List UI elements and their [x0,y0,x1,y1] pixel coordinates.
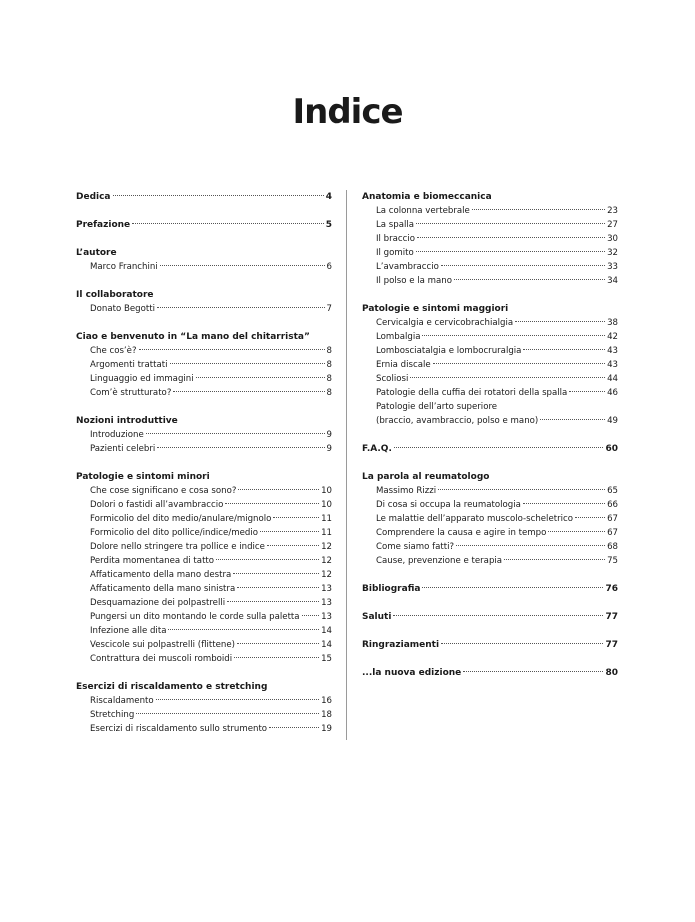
toc-page-number: 9 [326,444,332,454]
toc-entry-braccio-avambraccio-polso-e-mano [362,414,618,428]
toc-page-number: 10 [321,486,332,496]
toc-entry-che-cose-significano-e-cosa-sono [76,484,332,498]
toc-entry-label: Il gomito [376,248,414,258]
toc-entry-comprendere-la-causa-e-agire-in-tempo [362,526,618,540]
toc-entry-formicolio-del-dito-pollice-indice-medio [76,526,332,540]
toc-page-number: 67 [607,514,618,524]
dot-leader [438,489,605,490]
toc-page-number: 76 [605,584,618,594]
toc-entry-label: Contrattura dei muscoli romboidi [90,654,233,664]
toc-entry-le-malattie-dell-apparato-muscolo-scheletrico [362,512,618,526]
dot-leader [422,335,605,336]
dot-leader [267,545,319,546]
toc-entry-label: Prefazione [76,220,131,230]
toc-entry-label: Ernia discale [376,360,431,370]
toc-entry-label: Introduzione [90,430,144,440]
toc-entry-saluti [362,610,618,624]
toc-entry-prefazione [76,218,332,232]
toc-entry-label: L’avambraccio [376,262,439,272]
toc-page-number: 19 [321,724,332,734]
toc-page-number: 38 [607,318,618,328]
dot-leader [302,615,319,616]
toc-entry-label: (braccio, avambraccio, polso e mano) [376,416,539,426]
dot-leader [234,657,319,658]
toc-section [362,442,618,456]
toc-entry-label: Argomenti trattati [90,360,168,370]
toc-right-column [362,190,618,694]
toc-entry-label: Cause, prevenzione e terapia [376,556,503,566]
dot-leader [157,307,325,308]
toc-entry-come-siamo-fatti [362,540,618,554]
toc-entry-di-cosa-si-occupa-la-reumatologia [362,498,618,512]
toc-entry-label: Desquamazione dei polpastrelli [90,598,226,608]
dot-leader [416,251,605,252]
toc-entry-cervicalgia-e-cervicobrachialgia [362,316,618,330]
toc-entry-che-cos [76,344,332,358]
toc-entry-label: Perdita momentanea di tatto [90,556,215,566]
toc-page-number: 8 [326,360,332,370]
toc-page-number: 9 [326,430,332,440]
toc-entry-donato-begotti [76,302,332,316]
toc-entry-label: Comprendere la causa e agire in tempo [376,528,547,538]
toc-entry-argomenti-trattati [76,358,332,372]
toc-entry-patologie-della-cuffia-dei-rotatori-della-spalla [362,386,618,400]
toc-entry-formicolio-del-dito-medio-anulare-mignolo [76,512,332,526]
dot-leader [523,503,605,504]
dot-leader [136,713,319,714]
toc-entry-dolori-o-fastidi-all-avambraccio [76,498,332,512]
toc-page-number: 13 [321,584,332,594]
toc-entry-label: Cervicalgia e cervicobrachialgia [376,318,514,328]
toc-entry-lombalgia [362,330,618,344]
toc-entry-label: Stretching [90,710,135,720]
toc-section-heading: L’autore [76,248,117,258]
toc-entry-label: Riscaldamento [90,696,154,706]
toc-entry-esercizi-di-riscaldamento-sullo-strumento [76,722,332,736]
toc-page-number: 7 [326,304,332,314]
toc-section [362,610,618,624]
toc-page-number: 44 [607,374,618,384]
dot-leader [216,559,319,560]
toc-page-number: 80 [605,668,618,678]
toc-page-number: 4 [325,192,332,202]
toc-section-heading: Esercizi di riscaldamento e stretching [76,682,268,692]
dot-leader [168,629,319,630]
toc-section [76,190,332,204]
toc-page-number: 67 [607,528,618,538]
dot-leader [456,545,605,546]
toc-page-number: 8 [326,388,332,398]
toc-section-heading: Patologie e sintomi maggiori [362,304,509,314]
toc-page-number: 60 [605,444,618,454]
toc-entry-linguaggio-ed-immagini [76,372,332,386]
dot-leader [237,643,319,644]
toc-entry-label: Di cosa si occupa la reumatologia [376,500,521,510]
dot-leader [463,671,603,672]
page-title: Indice [292,92,403,132]
toc-page-number: 43 [607,346,618,356]
dot-leader [454,279,605,280]
toc-entry-affaticamento-della-mano-sinistra [76,582,332,596]
toc-page-number: 12 [321,570,332,580]
dot-leader [269,727,319,728]
toc-entry-label: Le malattie dell’apparato muscolo-scheletrico [376,514,574,524]
toc-section [76,246,332,274]
toc-entry-infezione-alle-dita [76,624,332,638]
toc-entry-label: Com’è strutturato? [90,388,172,398]
toc-section-heading: Nozioni introduttive [76,416,178,426]
toc-section-heading: Il collaboratore [76,290,154,300]
dot-leader [416,223,605,224]
dot-leader [393,615,603,616]
dot-leader [233,573,319,574]
dot-leader [575,517,605,518]
toc-entry-label: Formicolio del dito medio/anulare/mignolo [90,514,272,524]
toc-entry-cause-prevenzione-e-terapia [362,554,618,568]
toc-left-column [76,190,332,750]
toc-entry-label: La colonna vertebrale [376,206,470,216]
toc-section-heading: Anatomia e biomeccanica [362,192,492,202]
toc-entry-label: Affaticamento della mano sinistra [90,584,236,594]
toc-page-number: 42 [607,332,618,342]
dot-leader [472,209,605,210]
toc-entry-label: Il braccio [376,234,416,244]
toc-entry-label: Patologie dell’arto superiore [376,402,498,412]
dot-leader [504,559,605,560]
toc-entry-dedica [76,190,332,204]
dot-leader [410,377,605,378]
toc-page-number: 10 [321,500,332,510]
toc-entry-label: Come siamo fatti? [376,542,455,552]
toc-page-number: 11 [321,514,332,524]
toc-page-number: 77 [605,640,618,650]
toc-entry-label: Che cos’è? [90,346,137,356]
toc-entry-label: Linguaggio ed immagini [90,374,194,384]
toc-page-number: 27 [607,220,618,230]
toc-page-number: 77 [605,612,618,622]
toc-entry-label: ...la nuova edizione [362,668,462,678]
toc-entry-la-colonna-vertebrale [362,204,618,218]
toc-section [362,470,618,568]
toc-entry-label: Lombosciatalgia e lombocruralgia [376,346,522,356]
toc-entry-label: Il polso e la mano [376,276,452,286]
toc-page-number: 23 [607,206,618,216]
toc-entry-pazienti-celebri [76,442,332,456]
toc-entry-label: La spalla [376,220,415,230]
toc-page-number: 15 [321,654,332,664]
dot-leader [433,363,605,364]
toc-section [362,582,618,596]
toc-entry-ringraziamenti [362,638,618,652]
toc-entry-desquamazione-dei-polpastrelli [76,596,332,610]
toc-entry-bibliografia [362,582,618,596]
toc-entry-lombosciatalgia-e-lombocruralgia [362,344,618,358]
dot-leader [238,489,319,490]
toc-page-number: 13 [321,598,332,608]
dot-leader [441,643,603,644]
toc-entry-massimo-rizzi [362,484,618,498]
toc-page-number: 68 [607,542,618,552]
toc-page-number: 8 [326,346,332,356]
toc-entry-label: Pazienti celebri [90,444,156,454]
dot-leader [441,265,605,266]
toc-entry-ernia-discale [362,358,618,372]
toc-entry-label: Dedica [76,192,111,202]
toc-entry-dolore-nello-stringere-tra-pollice-e-indice [76,540,332,554]
toc-entry-label: Bibliografia [362,584,421,594]
toc-section [76,680,332,736]
toc-entry-affaticamento-della-mano-destra [76,568,332,582]
toc-entry-label: Infezione alle dita [90,626,167,636]
dot-leader [225,503,319,504]
toc-entry-label: Dolore nello stringere tra pollice e indice [90,542,265,552]
toc-page-number: 5 [325,220,332,230]
dot-leader [196,377,325,378]
toc-entry-il-polso-e-la-mano [362,274,618,288]
toc-entry-contrattura-dei-muscoli-romboidi [76,652,332,666]
toc-entry-label: F.A.Q. [362,444,392,454]
toc-page-number: 43 [607,360,618,370]
dot-leader [156,699,319,700]
dot-leader [237,587,319,588]
toc-section-heading: Patologie e sintomi minori [76,472,210,482]
toc-page-number: 18 [321,710,332,720]
dot-leader [523,349,605,350]
dot-leader [139,349,325,350]
toc-section [362,302,618,428]
toc-entry-com-strutturato [76,386,332,400]
toc-entry-introduzione [76,428,332,442]
toc-section [76,218,332,232]
toc-entry-label: Patologie della cuffia dei rotatori della spalla [376,388,568,398]
toc-entry-stretching [76,708,332,722]
dot-leader [548,531,605,532]
toc-entry-scoliosi [362,372,618,386]
toc-page-number: 33 [607,262,618,272]
toc-entry-label: Pungersi un dito montando le corde sulla paletta [90,612,300,622]
toc-entry-il-gomito [362,246,618,260]
dot-leader [260,531,319,532]
dot-leader [157,447,324,448]
toc-section [362,638,618,652]
toc-section [362,190,618,288]
dot-leader [394,447,604,448]
toc-page-number: 30 [607,234,618,244]
toc-entry-il-braccio [362,232,618,246]
dot-leader [170,363,325,364]
toc-entry-label: Saluti [362,612,392,622]
toc-page-number: 49 [607,416,618,426]
toc-entry-label: Massimo Rizzi [376,486,437,496]
toc-section-heading: Ciao e benvenuto in “La mano del chitarrista” [76,332,310,342]
toc-entry-perdita-momentanea-di-tatto [76,554,332,568]
toc-page-number: 66 [607,500,618,510]
toc-section [362,666,618,680]
dot-leader [540,419,605,420]
toc-page-number: 11 [321,528,332,538]
toc-entry-la-nuova-edizione [362,666,618,680]
toc-entry-label: Dolori o fastidi all’avambraccio [90,500,224,510]
toc-entry-marco-franchini [76,260,332,274]
toc-entry-label: Marco Franchini [90,262,158,272]
dot-leader [146,433,325,434]
toc-entry-vescicole-sui-polpastrelli-flittene [76,638,332,652]
toc-entry-label: Affaticamento della mano destra [90,570,232,580]
toc-page-number: 13 [321,612,332,622]
toc-page-number: 65 [607,486,618,496]
toc-page-number: 16 [321,696,332,706]
dot-leader [113,195,324,196]
toc-entry-la-spalla [362,218,618,232]
toc-page-number: 6 [326,262,332,272]
toc-entry-label: Ringraziamenti [362,640,440,650]
toc-entry-label: Lombalgia [376,332,421,342]
toc-page-number: 14 [321,640,332,650]
toc-entry-label: Scoliosi [376,374,409,384]
toc-entry-label: Esercizi di riscaldamento sullo strumento [90,724,268,734]
toc-entry-l-avambraccio [362,260,618,274]
dot-leader [273,517,319,518]
toc-entry-label: Formicolio del dito pollice/indice/medio [90,528,258,538]
dot-leader [417,237,605,238]
toc-section [76,414,332,456]
toc-page-number: 8 [326,374,332,384]
dot-leader [160,265,325,266]
toc-entry-f-a-q [362,442,618,456]
toc-entry-pungersi-un-dito-montando-le-corde-sulla-paletta [76,610,332,624]
toc-page-number: 14 [321,626,332,636]
toc-page-number: 46 [607,388,618,398]
toc-section [76,288,332,316]
dot-leader [569,391,605,392]
dot-leader [173,391,324,392]
toc-entry-label: Donato Begotti [90,304,155,314]
toc-section-heading: La parola al reumatologo [362,472,490,482]
toc-entry-label: Che cose significano e cosa sono? [90,486,237,496]
toc-page-number: 75 [607,556,618,566]
dot-leader [132,223,324,224]
dot-leader [227,601,319,602]
toc-entry-riscaldamento [76,694,332,708]
dot-leader [422,587,603,588]
toc-page-number: 32 [607,248,618,258]
column-divider [346,190,347,740]
toc-page-number: 34 [607,276,618,286]
toc-page-number: 12 [321,556,332,566]
dot-leader [515,321,605,322]
toc-page-number: 12 [321,542,332,552]
toc-section [76,330,332,400]
toc-section [76,470,332,666]
toc-entry-label: Vescicole sui polpastrelli (flittene) [90,640,235,650]
